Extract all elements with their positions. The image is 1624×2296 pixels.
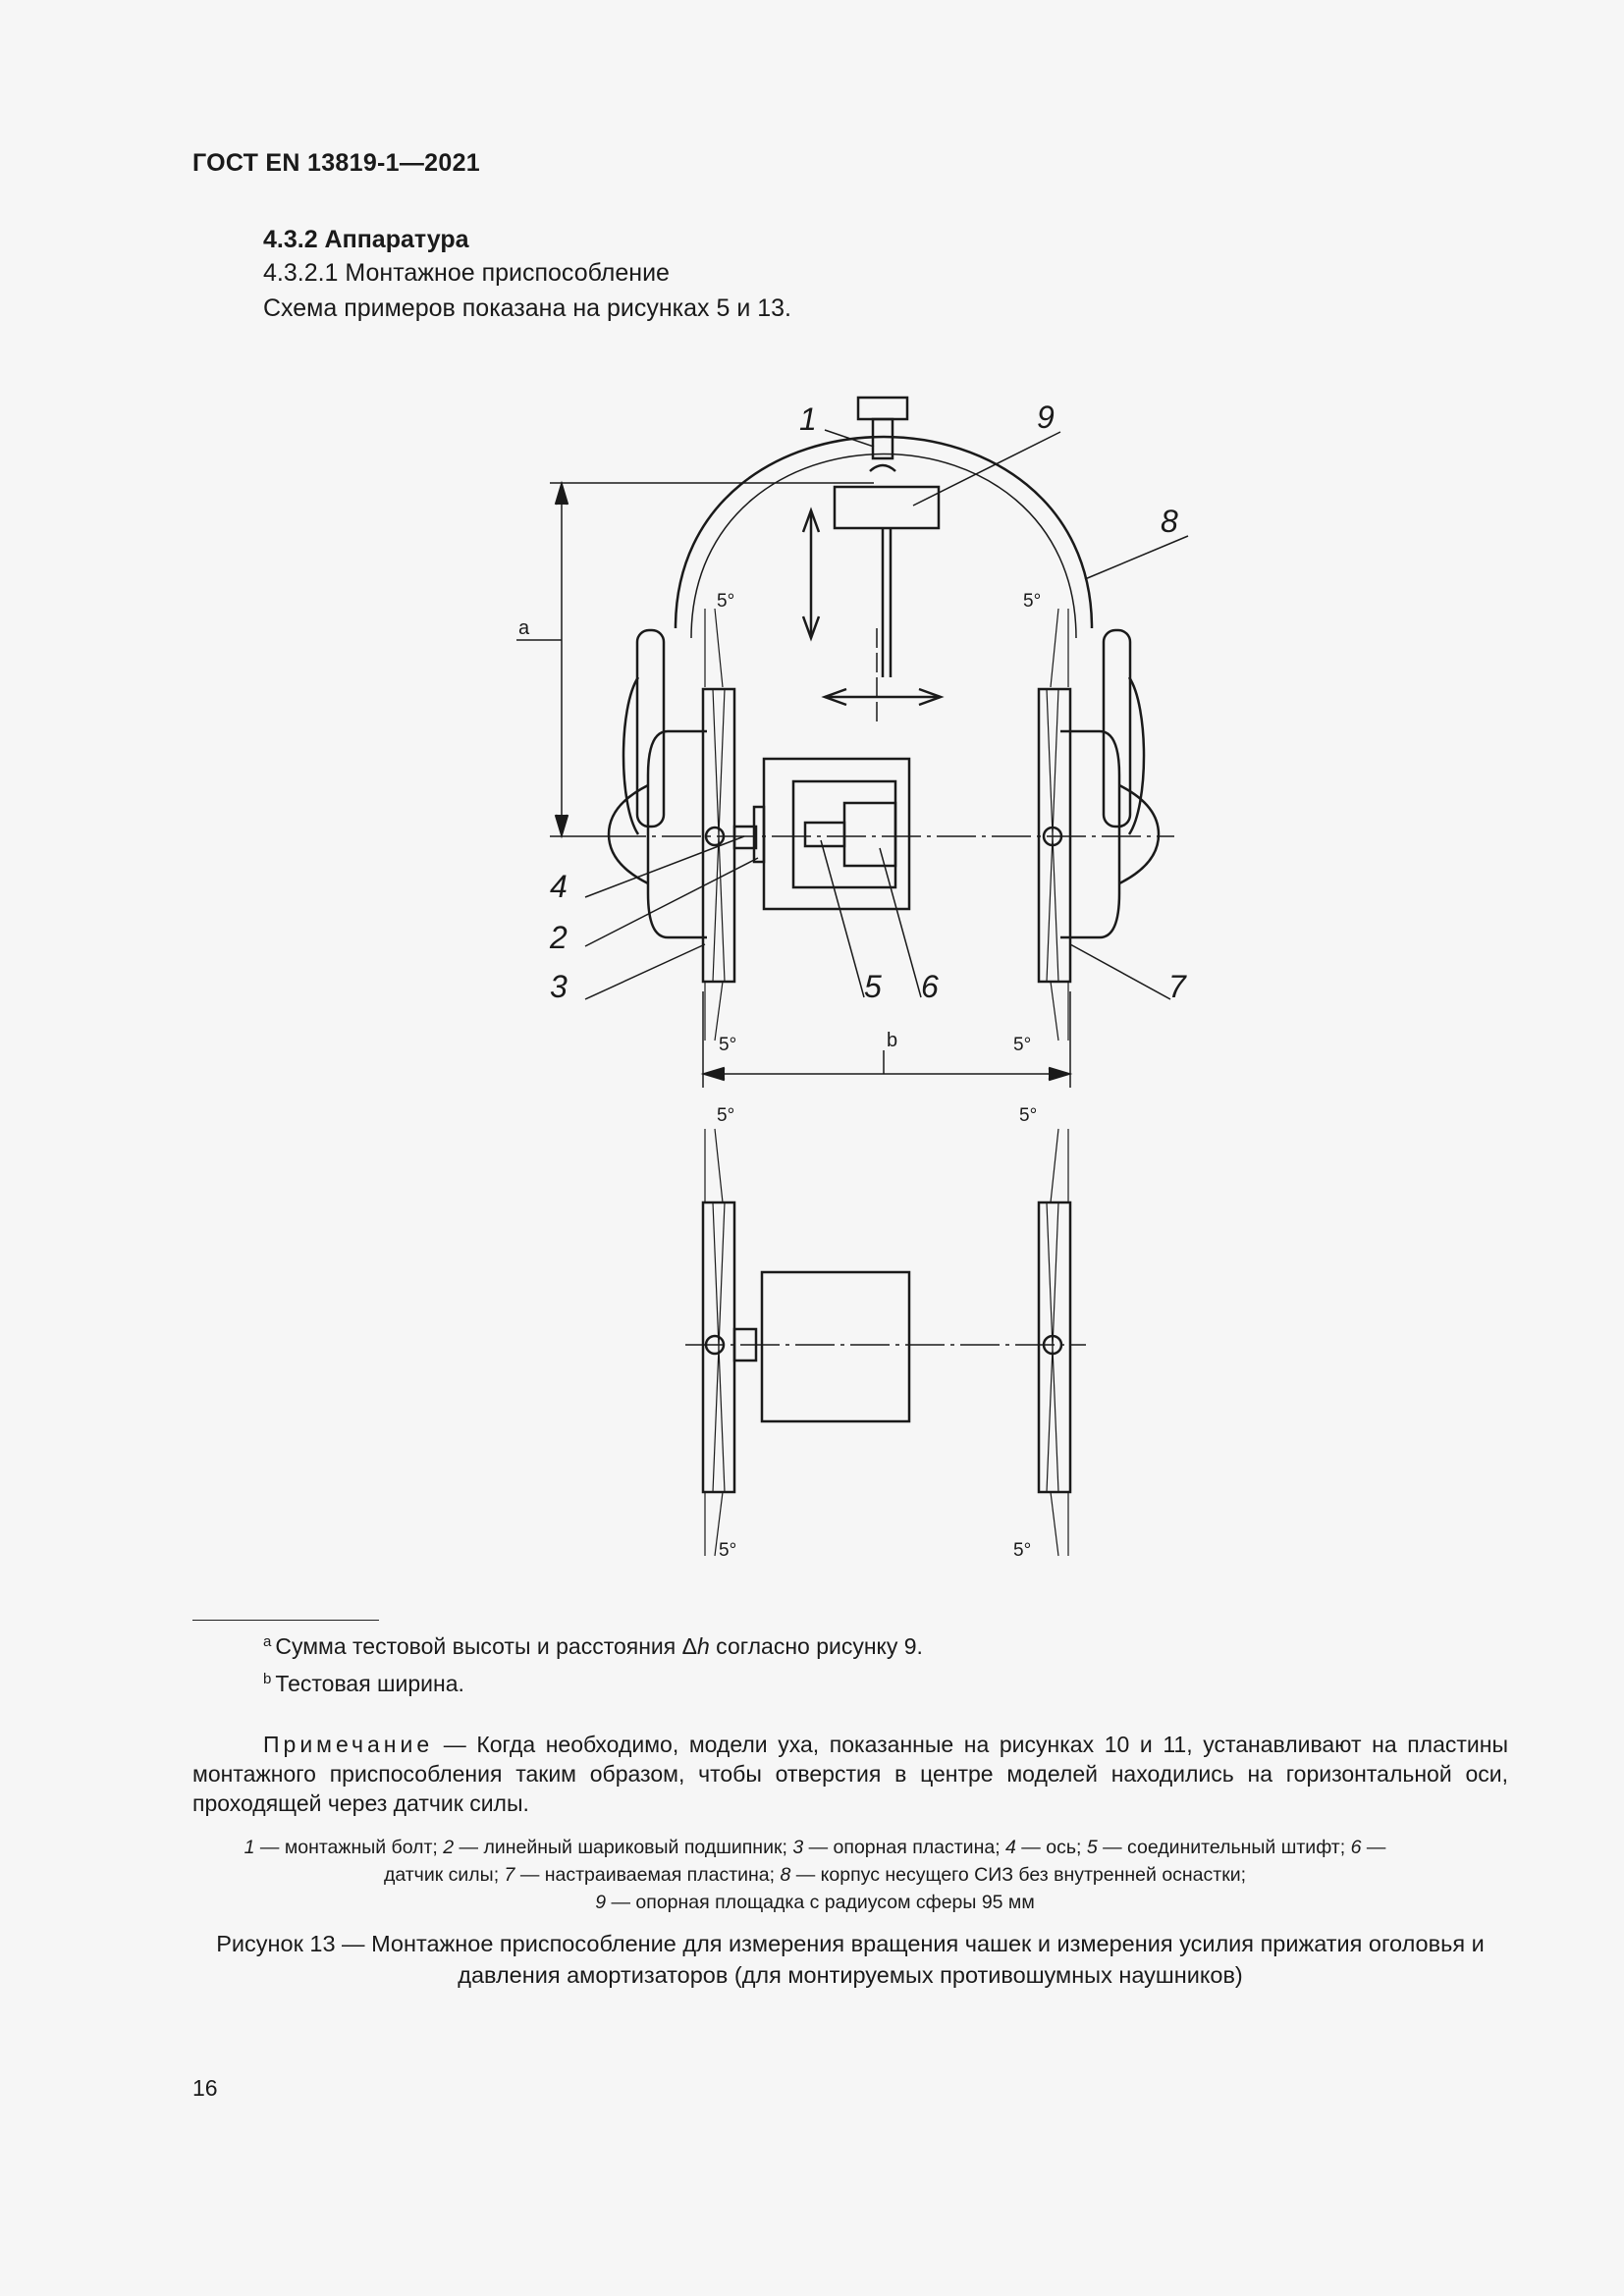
callout-1: 1 <box>799 401 817 437</box>
angle-label: 5° <box>1019 1105 1038 1126</box>
callout-8: 8 <box>1161 504 1178 539</box>
axis-pin <box>734 827 756 848</box>
legend-num: 3 <box>792 1837 804 1858</box>
callout-7: 7 <box>1168 969 1186 1004</box>
mounting-bolt-head <box>858 398 907 419</box>
legend-text: — корпус несущего СИЗ без внутренней оснастки; <box>790 1864 1247 1886</box>
legend-num: 2 <box>443 1837 455 1858</box>
support-pad <box>835 487 939 528</box>
callout-2: 2 <box>550 920 568 955</box>
legend-text: — монтажный болт; <box>254 1837 444 1858</box>
legend-num: 1 <box>244 1837 255 1858</box>
legend-num: 6 <box>1350 1837 1362 1858</box>
legend-num: 7 <box>504 1864 515 1886</box>
dimension-a-label: a <box>518 617 530 639</box>
angle-label: 5° <box>1013 1540 1032 1561</box>
legend-text: — ось; <box>1015 1837 1087 1858</box>
force-sensor <box>844 803 895 866</box>
note-text: — Когда необходимо, модели уха, показанные на рисунках 10 и 11, устанавливают на пластины монтажного приспособления таким образом, чтобы отверстия в центре моделей находились на горизонтальной оси, проходящей через датчик силы. <box>192 1732 1508 1816</box>
angle-label: 5° <box>719 1540 737 1561</box>
footnote-a <box>263 1633 923 1660</box>
right-slider <box>1104 630 1130 827</box>
footnote-text: Сумма тестовой высоты и расстояния <box>275 1633 682 1659</box>
footnote-text: согласно рисунку 9. <box>709 1633 923 1659</box>
figure-legend <box>226 1834 1404 1916</box>
legend-text: — датчик силы; <box>383 1837 1386 1886</box>
figure-caption: Рисунок 13 — Монтажное приспособление для измерения вращения чашек и измерения усилия прижатия оголовья и давления амортизаторов (для монтируемых противошумных наушников) <box>216 1931 1485 1988</box>
left-cushion <box>648 731 707 937</box>
legend-num: 4 <box>1005 1837 1016 1858</box>
page-number: 16 <box>192 2075 218 2101</box>
angle-label: 5° <box>1023 591 1042 612</box>
legend-text: — линейный шариковый подшипник; <box>454 1837 793 1858</box>
footnote-variable: h <box>697 1633 710 1659</box>
angle-label: 5° <box>719 1035 737 1055</box>
legend-num: 5 <box>1086 1837 1098 1858</box>
connecting-pin <box>805 823 844 846</box>
legend-text: — соединительный штифт; <box>1097 1837 1351 1858</box>
angle-label: 5° <box>1013 1035 1032 1055</box>
legend-num: 9 <box>595 1892 607 1913</box>
footnote-b <box>263 1671 464 1697</box>
angle-label: 5° <box>717 591 735 612</box>
legend-text: — настраиваемая пластина; <box>514 1864 781 1886</box>
callout-9: 9 <box>1037 400 1055 435</box>
document-header: ГОСТ EN 13819-1—2021 <box>192 149 480 177</box>
lower-sensor-block <box>762 1272 909 1421</box>
callout-5: 5 <box>864 969 882 1004</box>
dimension-b-label: b <box>887 1030 898 1051</box>
footnote-separator <box>192 1620 379 1621</box>
delta-symbol: Δ <box>681 1633 697 1659</box>
legend-text: — опорная площадка с радиусом сферы 95 мм <box>606 1892 1035 1913</box>
mounting-bolt-shank <box>873 419 893 458</box>
note-paragraph <box>192 1730 1508 1818</box>
left-slider <box>637 630 664 827</box>
legend-num: 8 <box>780 1864 791 1886</box>
angle-label: 5° <box>717 1105 735 1126</box>
note-label: Примечание <box>263 1732 434 1757</box>
section-text: Схема примеров показана на рисунках 5 и 13. <box>263 294 792 322</box>
callout-6: 6 <box>921 969 939 1004</box>
footnote-mark: a <box>263 1633 272 1650</box>
callout-3: 3 <box>550 969 568 1004</box>
footnote-text: Тестовая ширина. <box>275 1671 464 1696</box>
subsection-title: 4.3.2.1 Монтажное приспособление <box>263 259 670 287</box>
footnote-mark: b <box>263 1671 272 1687</box>
section-title: 4.3.2 Аппаратура <box>263 226 469 253</box>
legend-text: — опорная пластина; <box>803 1837 1006 1858</box>
callout-4: 4 <box>550 869 568 904</box>
